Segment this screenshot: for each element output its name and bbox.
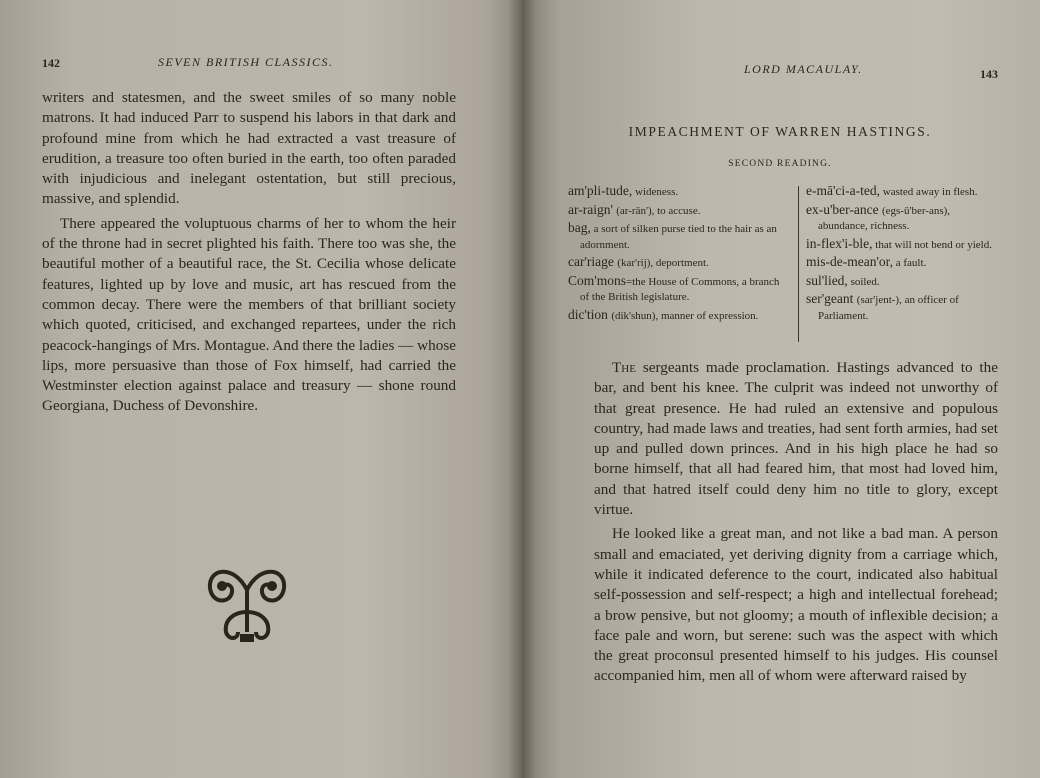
vocabulary-term: ex-u'ber-ance (806, 201, 882, 217)
right-body-text (594, 358, 998, 687)
vocabulary-term: car'riage (568, 254, 618, 269)
vocabulary-entry (568, 308, 790, 324)
vocabulary-definition: wasted away in flesh. (880, 186, 978, 198)
vocabulary-term: ser'geant (806, 291, 857, 306)
paragraph-lead-word: The (612, 359, 636, 376)
vocabulary-definition: =the House of Commons, a branch of the British legislature. (580, 275, 780, 303)
vocabulary-definition: (dik'shun), manner of expression. (611, 309, 759, 322)
vocabulary-divider (798, 186, 799, 342)
vocabulary-entry (806, 184, 1000, 200)
paragraph: He looked like a great man, and not like a bad man. A person small and emaciated, yet deriving dignity from a carriage which, while it indicated deference to the court, indicated also habitual self-possession and self-respect; a high and intellectual forehead; a brow pensive, but not gloomy; a mouth of inflexible decision; a face pale and worn, but serene: such was the aspect with which the great proconsul presented himself to his judges. His counsel accompanied him, men all of whom were afterward raised by (594, 525, 998, 685)
vocabulary-definition: (sar'jent-), an officer of Parliament. (818, 294, 959, 322)
page-number-left: 142 (42, 56, 60, 70)
tailpiece-ornament (204, 560, 290, 646)
vocabulary-term: in-flex'i-ble, (806, 235, 873, 251)
vocabulary-entry (806, 292, 1000, 323)
vocabulary-term: ar-raign' (568, 201, 617, 217)
vocabulary-entry (568, 221, 790, 252)
vocabulary-entry (806, 203, 1000, 234)
paragraph: writers and statesmen, and the sweet smiles of so many noble matrons. It had induced Parr to suspend his labors in that dark and profound mine from which he had extracted a vast treasure of erudition, a treasure too often buried in the earth, too often paraded with injudicious and inelegant ostentation, but still precious, massive, and splendid. (42, 89, 456, 208)
vocabulary-definition: that will not bend or yield. (872, 238, 992, 251)
vocabulary-entry (568, 203, 790, 219)
vocabulary-entry (568, 274, 790, 305)
paragraph-text: sergeants made proclamation. Hastings advanced to the bar, and bent his knee. The culprit was indeed not unworthy of that great presence. He had ruled an extensive and populous country, had made laws and treaties, had sent forth armies, had set up and pulled down princes. And in his high place he had so borne himself, that all had feared him, that most had loved him, and that hatred itself could deny him no title to glory, except virtue. (594, 359, 998, 519)
vocabulary-definition: a fault. (893, 257, 927, 269)
chapter-subtitle: SECOND READING. (728, 159, 832, 169)
vocabulary-definition: (kar'rij), deportment. (617, 257, 709, 269)
vocabulary-entry (568, 255, 790, 271)
paragraph: There appeared the voluptuous charms of her to whom the heir of the throne had in secret plighted his faith. There too was she, the beautiful mother of a beautiful race, the St. Cecilia whose delicate features, lighted up by love and music, art has rescued from the common decay. There were the members of that brilliant society which quoted, criticised, and exchanged repartees, under the rich peacock-hangings of Mrs. Montague. And there the ladies — whose lips, more persuasive than those of Fox himself, had carried the Westminster election against palace and treasury — shone round Georgiana, Duchess of Devonshire. (42, 214, 456, 415)
vocabulary-definition: (egs-ū'ber-ans), abundance, richness. (818, 204, 951, 232)
vocabulary-term: dic'tion (568, 306, 612, 322)
paragraph (594, 358, 998, 520)
vocabulary-definition: soiled. (847, 275, 880, 288)
vocabulary-term: mis-de-mean'or, (806, 254, 893, 269)
vocabulary-entry (806, 255, 1000, 271)
vocabulary-definition: a sort of silken purse tied to the hair as an adornment. (580, 223, 777, 251)
running-head-left: SEVEN BRITISH CLASSICS. (158, 55, 334, 69)
vocabulary-entry (806, 274, 1000, 290)
vocabulary-term: bag, (568, 220, 591, 235)
vocabulary-term: am'pli-tude, (568, 183, 633, 198)
left-body-text (42, 88, 456, 417)
vocabulary-entry (568, 184, 790, 200)
vocabulary-definition: wideness. (632, 186, 679, 198)
running-head-right: LORD MACAULAY. (744, 62, 863, 76)
page-number-right: 143 (980, 67, 998, 81)
vocabulary-list-left (568, 184, 790, 326)
book-gutter (508, 0, 536, 778)
vocabulary-list-right (806, 184, 1000, 326)
chapter-title: IMPEACHMENT OF WARREN HASTINGS. (628, 124, 932, 139)
vocabulary-term: Com'mons (568, 272, 626, 288)
vocabulary-term: e-mā'ci-a-ted, (806, 183, 881, 198)
vocabulary-entry (806, 237, 1000, 253)
vocabulary-definition: (ar-rān'), to accuse. (616, 204, 701, 217)
vocabulary-term: sul'lied, (806, 272, 848, 288)
